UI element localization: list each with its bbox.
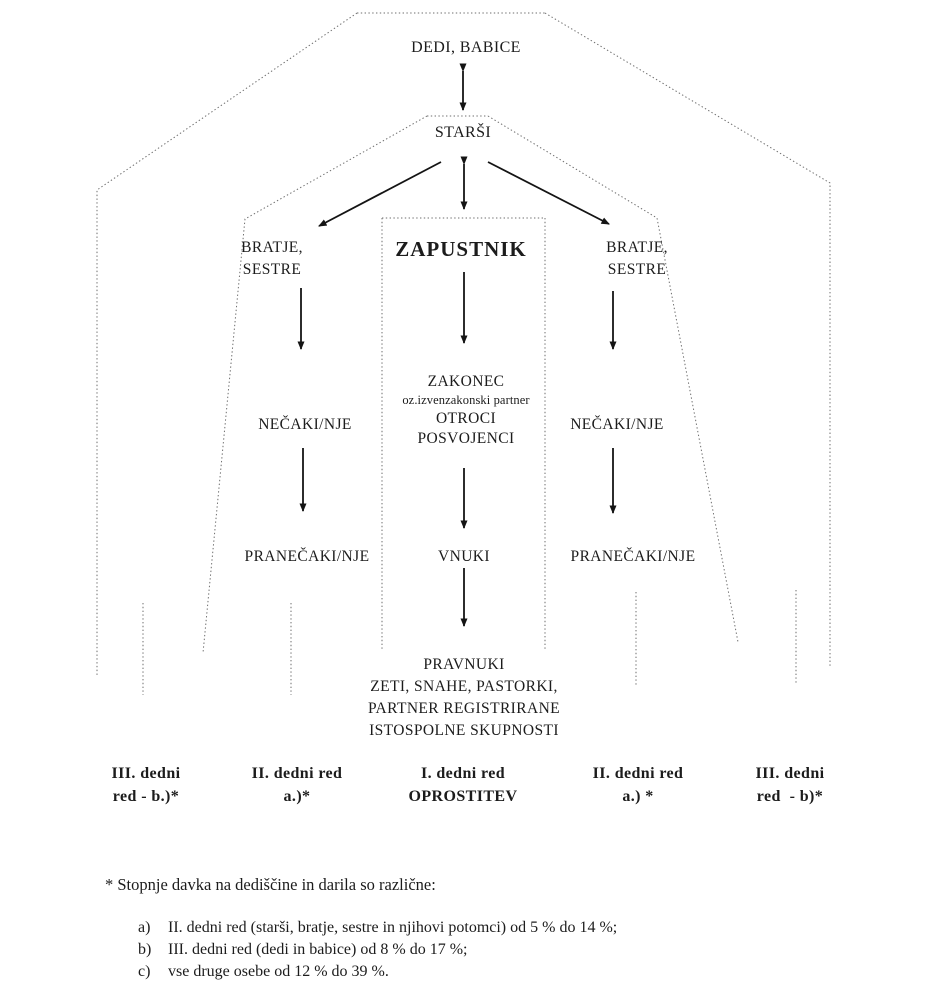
footnote-item-a-label: a) (138, 919, 151, 936)
node-siblings-right: BRATJE, SESTRE (606, 239, 668, 278)
node-grandchildren: VNUKI (438, 548, 490, 565)
footnote-item-b-text: III. dedni red (dedi in babice) od 8 % do 17 %; (168, 941, 468, 958)
node-deceased: ZAPUSTNIK (395, 237, 527, 261)
footnote-item-a (138, 917, 617, 939)
footnote-item-b (138, 939, 617, 961)
node-grandparents: DEDI, BABICE (411, 39, 521, 56)
arrow-parents-siblings-right (488, 162, 609, 224)
footnote-item-c-label: c) (138, 963, 151, 980)
order-label-second-right: II. dedni red a.) * (592, 765, 684, 805)
node-nephews-left: NEČAKI/NJE (258, 416, 352, 433)
order-label-third-left: III. dedni red - b.)* (111, 765, 181, 805)
node-great-grandchildren: PRAVNUKI ZETI, SNAHE, PASTORKI, PARTNER REGISTRIRANE ISTOSPOLNE SKUPNOSTI (367, 656, 561, 739)
footnote-list (138, 917, 617, 983)
node-grandnephews-left: PRANEČAKI/NJE (244, 548, 370, 565)
arrow-parents-siblings-left (319, 162, 441, 226)
footnote-item-b-label: b) (138, 941, 152, 958)
node-nephews-right: NEČAKI/NJE (570, 416, 664, 433)
order-label-first: I. dedni red OPROSTITEV (408, 765, 518, 805)
footnote-item-a-text: II. dedni red (starši, bratje, sestre in njihovi potomci) od 5 % do 14 %; (168, 919, 618, 936)
node-spouse-children: ZAKONEC oz.izvenzakonski partner OTROCI POSVOJENCI (402, 373, 530, 447)
node-siblings-left: BRATJE, SESTRE (241, 239, 303, 278)
node-parents: STARŠI (434, 124, 492, 141)
footnote-item-c (138, 961, 617, 983)
footnote-item-c-text: vse druge osebe od 12 % do 39 %. (168, 963, 389, 980)
order-label-third-right: III. dedni red - b)* (755, 765, 825, 805)
node-grandnephews-right: PRANEČAKI/NJE (570, 548, 696, 565)
footnote-intro: * Stopnje davka na dediščine in darila so različne: (105, 875, 436, 894)
order-label-second-left: II. dedni red a.)* (251, 765, 343, 805)
